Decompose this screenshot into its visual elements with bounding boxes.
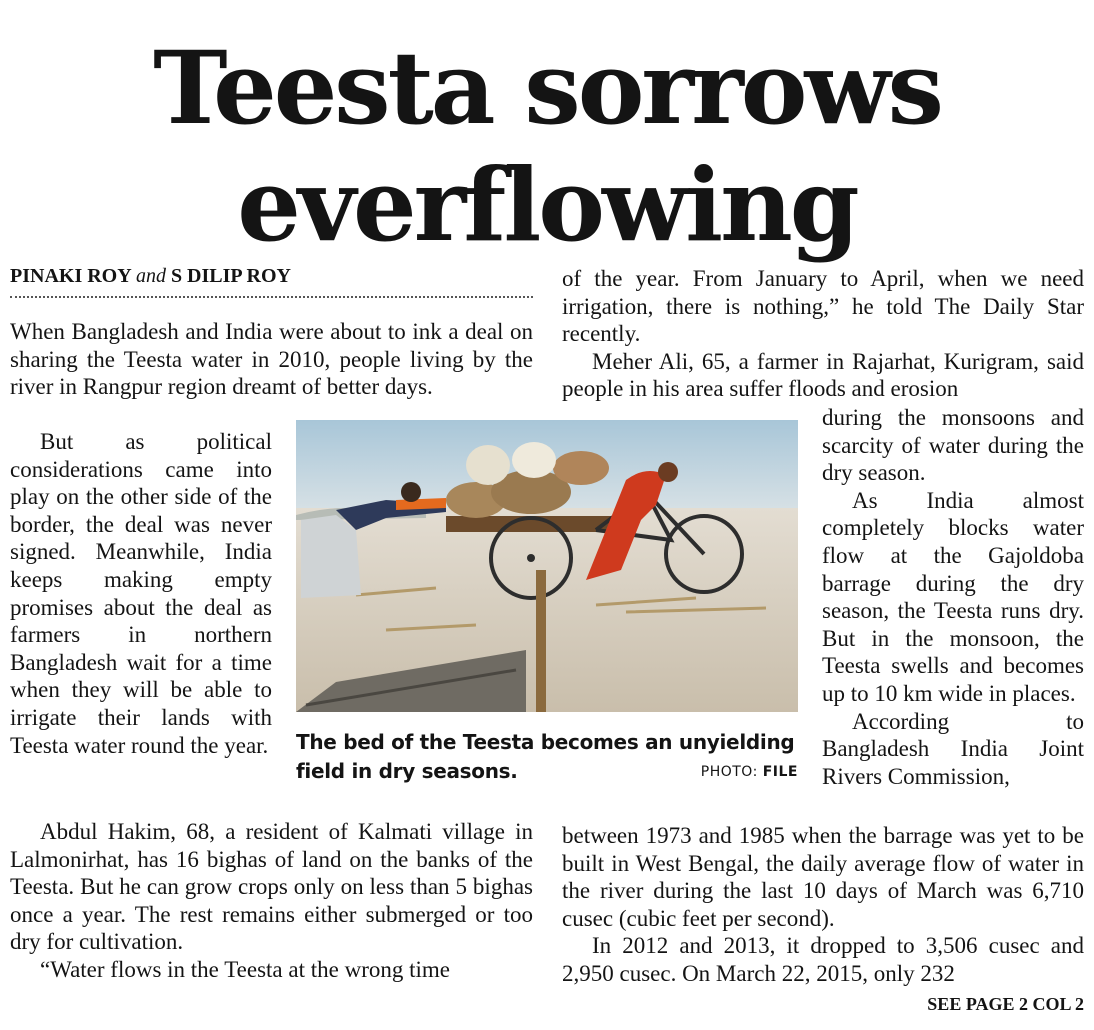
paragraph: “Water flows in the Teesta at the wrong time (40, 956, 450, 982)
byline (10, 262, 533, 298)
column-2-wrap (822, 404, 1084, 790)
column-2-lower (562, 822, 1084, 988)
paragraph: between 1973 and 1985 when the barrage was yet to be built in West Bengal, the daily average flow of water in the river during the last 10 days of March was 6,710 cusec (cubic feet per second). (562, 823, 1084, 931)
paragraph: Meher Ali, 65, a farmer in Rajarhat, Kurigram, said people in his area suffer floods and erosion (562, 348, 1084, 402)
headline-line-2: everflowing (237, 146, 857, 264)
paragraph: during the monsoons and scarcity of water during the dry season. (822, 405, 1084, 486)
continuation-jump: SEE PAGE 2 COL 2 (927, 994, 1084, 1014)
headline-line-1: Teesta sorrows (153, 29, 941, 147)
paragraph: But as political considerations came into play on the other side of the border, the deal was never signed. Meanwhile, India keeps making empty promises about the deal as farmers in northern Bangladesh wait for a time when they will be able to irrigate their lands with Teesta water round the year. (10, 429, 272, 758)
column-1-intro (10, 318, 533, 401)
byline-author-1: PINAKI ROY (10, 265, 131, 287)
paragraph: Abdul Hakim, 68, a resident of Kalmati village in Lalmonirhat, has 16 bighas of land on the banks of the Teesta. But he can grow crops only on less than 5 bighas once a year. The rest remains either submerged or too dry for cultivation. (10, 819, 533, 955)
paragraph: When Bangladesh and India were about to ink a deal on sharing the Teesta water in 2010, people living by the river in Rangpur region dreamt of better days. (10, 319, 533, 400)
photo-credit-source: FILE (762, 764, 798, 780)
paragraph: As India almost completely blocks water flow at the Gajoldoba barrage during the dry season, the Teesta runs dry. But in the monsoon, the Teesta swells and becomes up to 10 km wide in places. (822, 487, 1084, 706)
column-1-lower (10, 818, 533, 984)
paragraph: of the year. From January to April, when we need irrigation, there is nothing,” he told The Daily Star recently. (562, 266, 1084, 347)
photo-credit-prefix: PHOTO: (700, 764, 758, 780)
paragraph: In 2012 and 2013, it dropped to 3,506 cusec and 2,950 cusec. On March 22, 2015, only 232 (562, 933, 1084, 986)
byline-conjunction: and (135, 265, 166, 287)
column-2-top (562, 265, 1084, 403)
column-1-wrap (10, 428, 272, 759)
photo-credit (701, 764, 798, 780)
photo-caption: The bed of the Teesta becomes an unyielding field in dry seasons. (296, 730, 795, 783)
photo-illustration (296, 420, 798, 712)
news-photo (296, 420, 798, 712)
byline-author-2: S DILIP ROY (170, 265, 291, 287)
paragraph: According to Bangladesh India Joint Rivers Commission, (822, 708, 1084, 789)
